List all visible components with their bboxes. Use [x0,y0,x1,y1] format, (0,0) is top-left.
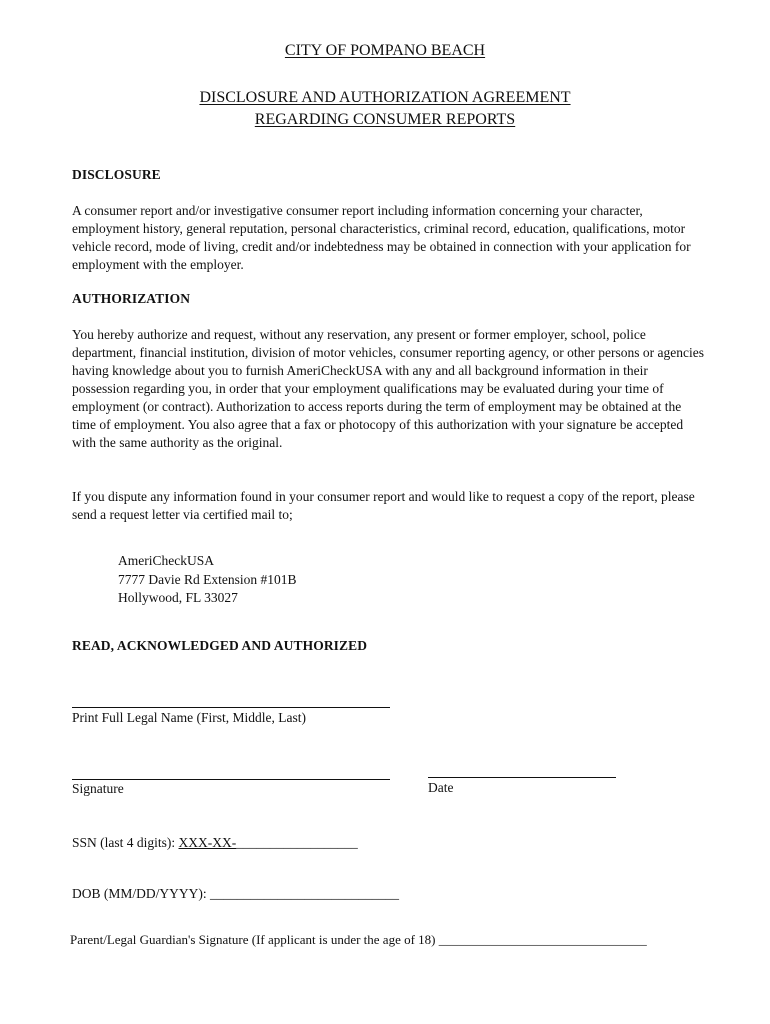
authorization-heading: AUTHORIZATION [72,291,191,306]
ssn-prefix: XXX-XX- [178,835,237,850]
guardian-row [70,932,647,948]
dispute-paragraph: If you dispute any information found in your consumer report and would like to request a copy of the report, please send a request letter via certified mail to; [72,489,695,522]
ssn-field[interactable]: __________________ [236,835,358,850]
disclosure-heading: DISCLOSURE [72,167,161,182]
dob-field[interactable]: ____________________________ [210,886,399,901]
acknowledge-heading: READ, ACKNOWLEDGED AND AUTHORIZED [72,638,368,653]
signature-label: Signature [72,781,124,796]
authorization-paragraph: You hereby authorize and request, without any reservation, any present or former employer, school, police department, financial institution, division of motor vehicles, consumer reporting agency, or other persons or agencies having knowledge about you to furnish AmeriCheckUSA with any and all background information in their possession regarding you, in order that your employment qualifications may be evaluated during your time of employment (or contract). Authorization to access reports during the term of employment may be obtained at the time of employment. You also agree that a fax or photocopy of this authorization with your signature be accepted with the same authority as the original. [72,327,704,450]
guardian-label: Parent/Legal Guardian's Signature (If applicant is under the age of 18) [70,932,439,947]
org-title: CITY OF POMPANO BEACH [284,42,486,59]
document-title-line1: DISCLOSURE AND AUTHORIZATION AGREEMENT [199,89,571,106]
disclosure-paragraph: A consumer report and/or investigative consumer report including information concerning your character, employment history, general reputation, personal characteristics, criminal record, education, qualifications, motor vehicle record, mode of living, credit and/or indebtedness may be obtained in connection with your application for employment with the employer. [72,203,691,272]
address-name: AmeriCheckUSA [118,553,214,568]
guardian-signature-field[interactable]: ________________________________ [438,932,647,947]
full-name-field[interactable] [72,707,390,708]
address-street: 7777 Davie Rd Extension #101B [118,571,297,587]
dob-row [72,886,399,902]
date-field[interactable] [428,777,616,778]
full-name-label: Print Full Legal Name (First, Middle, Last) [72,710,306,725]
date-label: Date [428,780,454,795]
signature-field[interactable] [72,779,390,780]
address-block [118,552,297,608]
dob-label: DOB (MM/DD/YYYY): [72,886,210,901]
address-city: Hollywood, FL 33027 [118,590,238,605]
document-title-line2: REGARDING CONSUMER REPORTS [254,111,516,128]
ssn-row [72,835,358,851]
ssn-label: SSN (last 4 digits): [72,835,179,850]
